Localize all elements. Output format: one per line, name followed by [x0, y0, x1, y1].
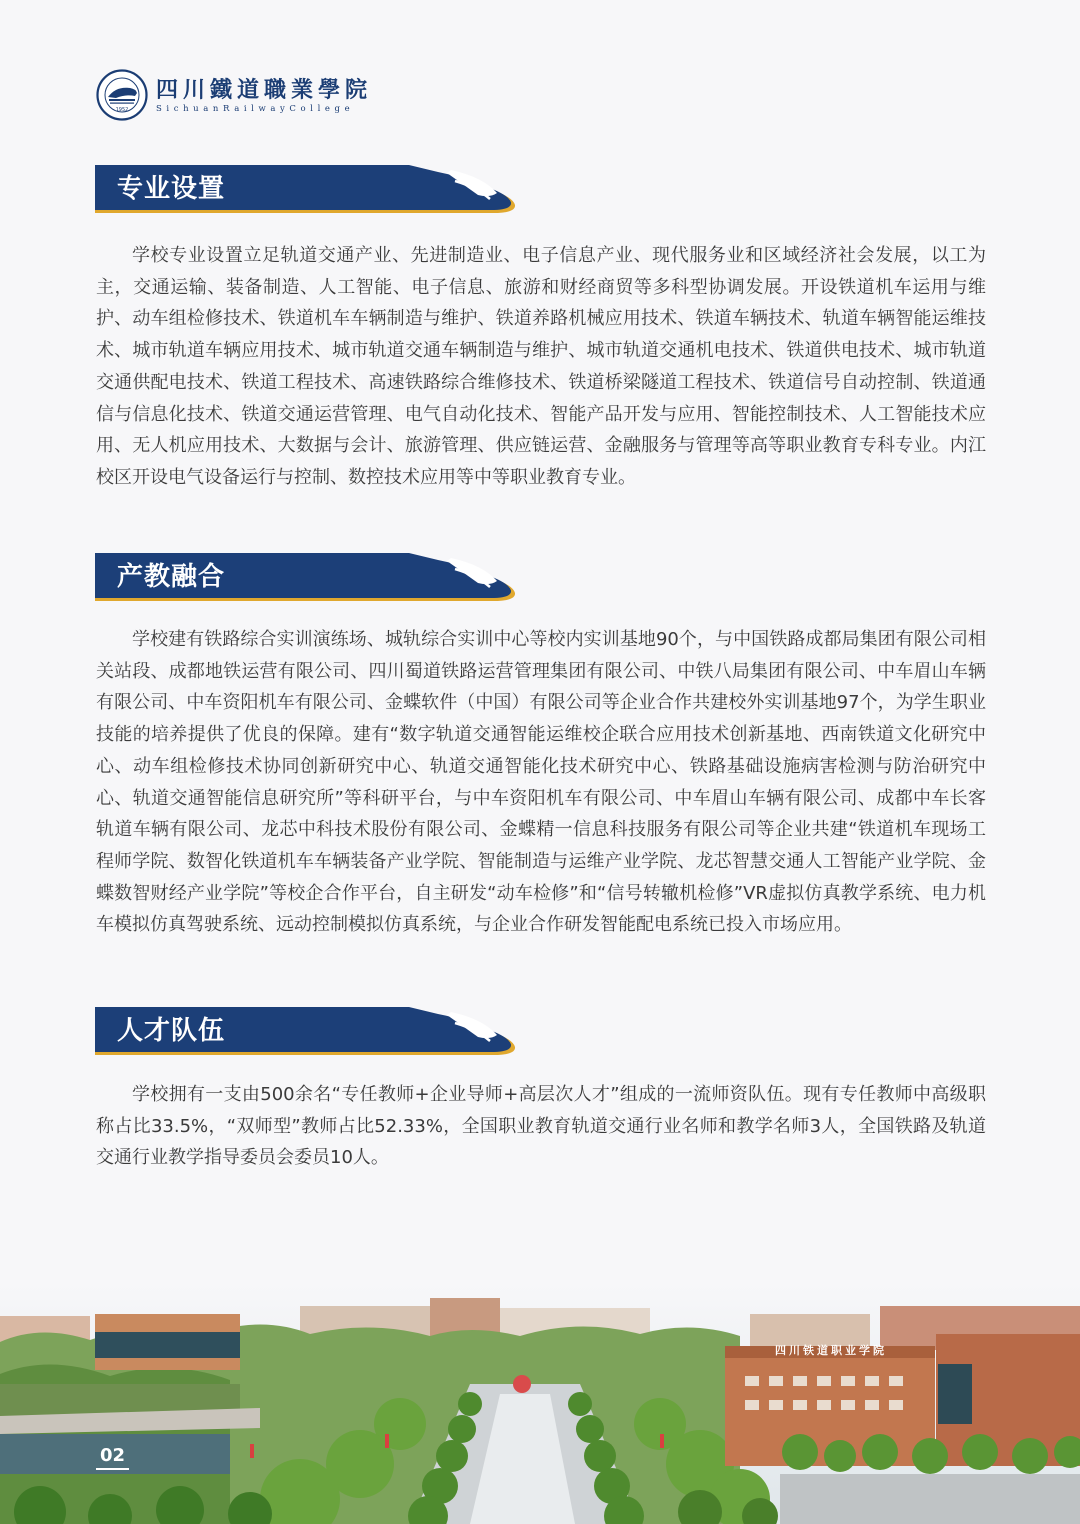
section-paragraph-industry-education: 学校建有铁路综合实训演练场、城轨综合实训中心等校内实训基地90个，与中国铁路成都局集团有限公司相关站段、成都地铁运营有限公司、四川蜀道铁路运营管理集团有限公司、中铁八局集团有限公司、中车眉山车辆有限公司、中车资阳机车有限公司、金蝶软件（中国）有限公司等企业合作共建校外实训基地97个，为学生职业技能的培养提供了优良的保障。建有“数字轨道交通智能运维校企联合应用技术创新基地、西南铁道文化研究中心、动车组检修技术协同创新研究中心、轨道交通智能化技术研究中心、铁路基础设施病害检测与防治研究中心、轨道交通智能信息研究所”等科研平台，与中车资阳机车有限公司、中车眉山车辆有限公司、成都中车长客轨道车辆有限公司、龙芯中科技术股份有限公司、金蝶精一信息科技服务有限公司等企业共建“铁道机车现场工程师学院、数智化铁道机车车辆装备产业学院、智能制造与运维产业学院、龙芯智慧交通人工智能产业学院、金蝶数智财经产业学院”等校企合作平台，自主研发“动车检修”和“信号转辙机检修”VR虚拟仿真教学系统、电力机车模拟仿真驾驶系统、远动控制模拟仿真系统，与企业合作研发智能配电系统已投入市场应用。	[96, 629, 986, 936]
section-paragraph-majors: 学校专业设置立足轨道交通产业、先进制造业、电子信息产业、现代服务业和区域经济社会发展，以工为主，交通运输、装备制造、人工智能、电子信息、旅游和财经商贸等多科型协调发展。开设铁道机车运用与维护、动车组检修技术、铁道机车车辆制造与维护、铁道养路机械应用技术、铁道车辆技术、轨道车辆智能运维技术、城市轨道车辆应用技术、城市轨道交通车辆制造与维护、城市轨道交通机电技术、铁道供电技术、城市轨道交通供配电技术、铁道工程技术、高速铁路综合维修技术、铁道桥梁隧道工程技术、铁道信号自动控制、铁道通信与信息化技术、铁道交通运营管理、电气自动化技术、智能产品开发与应用、智能控制技术、人工智能技术应用、无人机应用技术、大数据与会计、旅游管理、供应链运营、金融服务与管理等高等职业教育专科专业。内江校区开设电气设备运行与控制、数控技术应用等中等职业教育专业。	[96, 245, 986, 488]
college-emblem-icon	[96, 69, 148, 121]
section-banner-industry-education	[95, 552, 519, 606]
campus-aerial-photo	[0, 1284, 1080, 1524]
section-title: 人才队伍	[117, 1016, 226, 1046]
gate-sign: 四川铁道职业学院	[775, 1344, 887, 1357]
logo-english-name: SichuanRailwayCollege	[156, 103, 355, 114]
section-title: 产教融合	[117, 562, 226, 592]
section-banner-majors	[95, 164, 519, 218]
section-banner-talent-team	[95, 1006, 519, 1060]
page-number: 02	[96, 1444, 129, 1470]
section-paragraph-talent-team: 学校拥有一支由500余名“专任教师+企业导师+高层次人才”组成的一流师资队伍。现有专任教师中高级职称占比33.5%，“双师型”教师占比52.33%，全国职业教育轨道交通行业名师和教学名师3人，全国铁路及轨道交通行业教学指导委员会委员10人。	[96, 1084, 986, 1169]
logo-chinese-name: 四川鐵道職業學院	[156, 76, 373, 103]
college-logo	[96, 68, 372, 122]
emblem-year: 1952	[115, 107, 129, 113]
section-title: 专业设置	[117, 174, 226, 204]
